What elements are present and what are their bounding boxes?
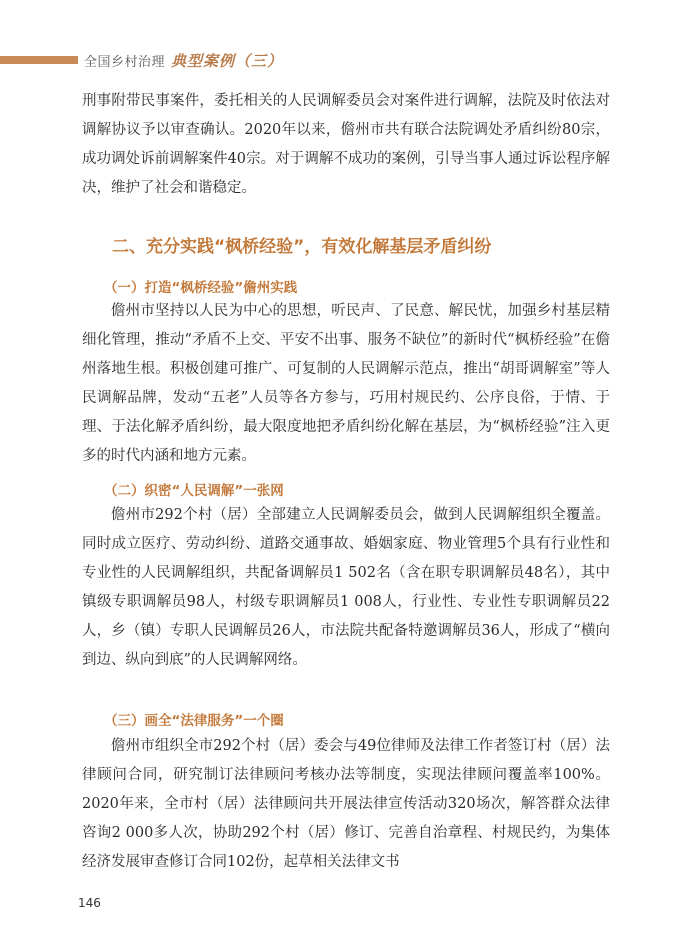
subsection-paragraph-2: 儋州市292个村（居）全部建立人民调解委员会，做到人民调解组织全覆盖。同时成立医疗、劳动纠纷、道路交通事故、婚姻家庭、物业管理5个具有行业性和专业性的人民调解组织，共配备调解员1 502名（含在职专职调解员48名），其中镇级专职调解员98人，村级专职调解员1 008人，行业性、专业性专职调解员22人，乡（镇）专职人民调解员26人，市法院共配备特邀调解员36人，形成了“横向到边、纵向到底”的人民调解网络。	[82, 507, 610, 668]
header-accent-bar	[0, 56, 78, 64]
header-series-name: 全国乡村治理	[84, 54, 166, 70]
subsection-heading-3: （三）画全“法律服务”一个圈	[104, 713, 284, 729]
running-header	[84, 50, 283, 70]
subsection-paragraph-1: 儋州市坚持以人民为中心的思想，听民声、了民意、解民忧，加强乡村基层精细化管理，推动“矛盾不上交、平安不出事、服务不缺位”的新时代“枫桥经验”在儋州落地生根。积极创建可推广、可复制的人民调解示范点，推出“胡哥调解室”等人民调解品牌，发动“五老”人员等各方参与，巧用村规民约、公序良俗，于情、于理、于法化解矛盾纠纷，最大限度地把矛盾纠纷化解在基层，为“枫桥经验”注入更多的时代内涵和地方元素。	[82, 303, 610, 464]
section-heading: 二、充分实践“枫桥经验”，有效化解基层矛盾纠纷	[112, 237, 492, 257]
subsection-heading-1: （一）打造“枫桥经验”儋州实践	[104, 280, 298, 296]
page-number: 146	[78, 896, 101, 910]
subsection-paragraph-3: 儋州市组织全市292个村（居）委会与49位律师及法律工作者签订村（居）法律顾问合同，研究制订法律顾问考核办法等制度，实现法律顾问覆盖率100%。2020年来，全市村（居）法律顾问共开展法律宣传活动320场次，解答群众法律咨询2 000多人次，协助292个村（居）修订、完善自治章程、村规民约，为集体经济发展审查修订合同102份，起草相关法律文书	[82, 738, 610, 870]
intro-paragraph: 刑事附带民事案件，委托相关的人民调解委员会对案件进行调解，法院及时依法对调解协议予以审查确认。2020年以来，儋州市共有联合法院调处矛盾纠纷80宗，成功调处诉前调解案件40宗。对于调解不成功的案例，引导当事人通过诉讼程序解决，维护了社会和谐稳定。	[82, 93, 610, 196]
subsection-heading-2: （二）织密“人民调解”一张网	[104, 483, 284, 499]
header-book-title: 典型案例（三）	[171, 51, 284, 70]
